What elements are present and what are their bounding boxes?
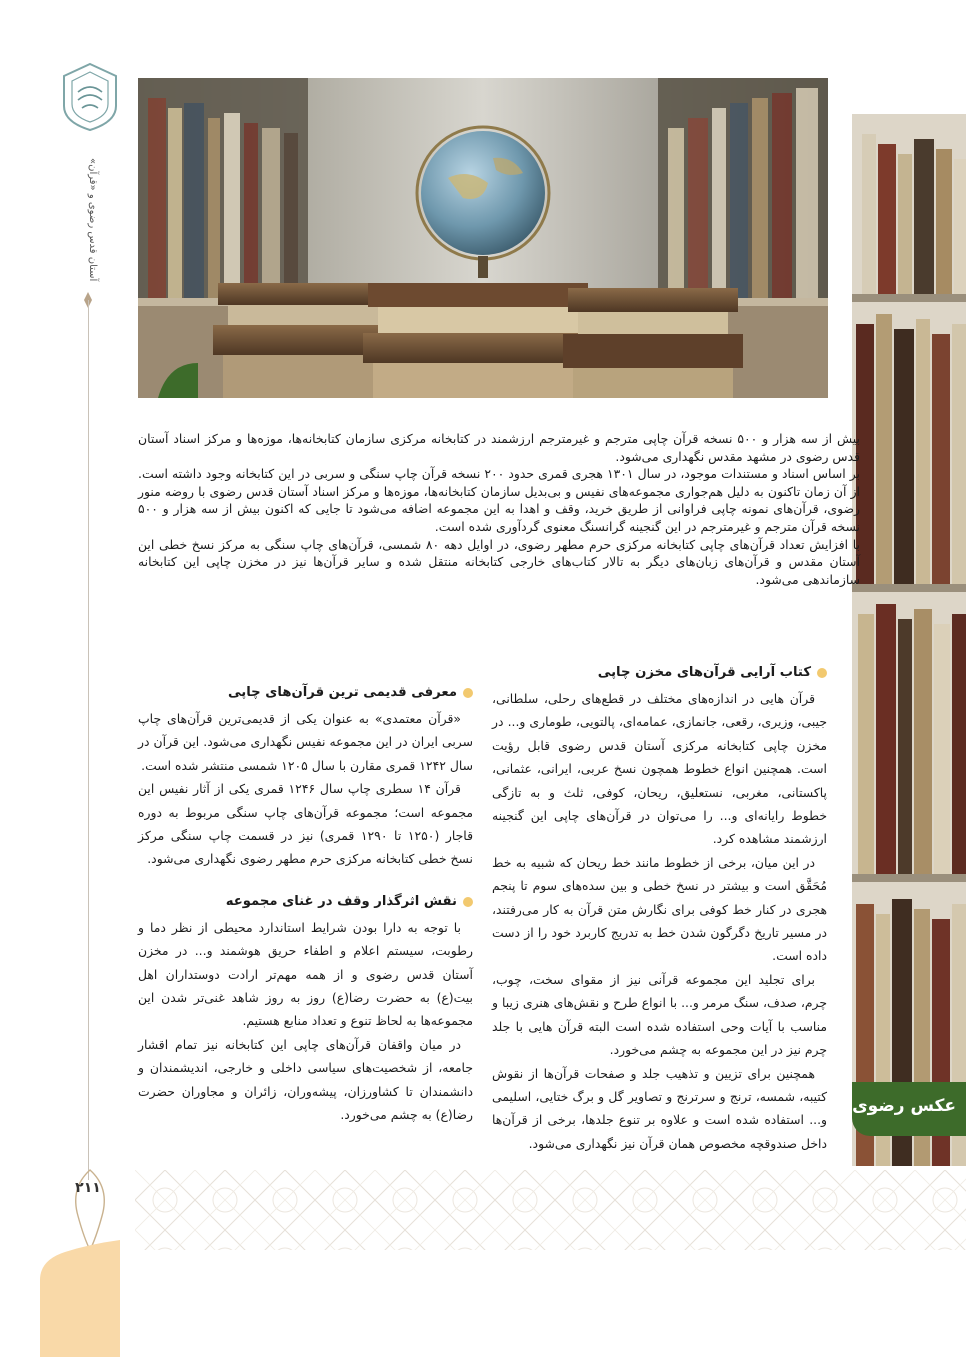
magazine-logo [60, 62, 120, 132]
heading-bullet-icon [817, 668, 827, 678]
intro-paragraph: بیش از سه هزار و ۵۰۰ نسخه قرآن چاپی مترجم و غیرمترجم ارزشمند در کتابخانه مرکزی سازمان کتابخانه‌ها، موزه‌ها و مرکز اسناد آستان قدس رضوی در مشهد مقدس نگهداری می‌شود. [138, 431, 860, 464]
body-paragraph: در میان واقفان قرآن‌های چاپی این کتابخانه نیز تمام اقشار جامعه، از شخصیت‌های سیاسی داخلی و خارجی، اندیشمندان و دانشمندان تا کشاورزان، پیشه‌وران، زائران و مجاوران حضرت رضا(ع) به چشم می‌خورد. [138, 1036, 473, 1123]
library-globe-photo [138, 78, 828, 398]
body-paragraph: با توجه به دارا بودن شرایط استاندارد محیطی از نظر دما و رطوبت، سیستم اعلام و اطفاء حریق هوشمند و... در مخزن آستان قدس رضوی و از همه مهم‌تر ارادت دوستداران اهل بیت(ع) به حضرت رضا(ع) روز به روز شاهد غنی‌تر شدن این مجموعه‌ها به لحاظ تنوع و تعداد منابع هستیم. [138, 919, 473, 1029]
section-heading [138, 889, 473, 915]
heading-bullet-icon [463, 897, 473, 907]
side-divider [88, 300, 89, 1180]
side-label: آستان قدس رضوی و «قرآن» [87, 158, 98, 282]
body-paragraph: در این میان، برخی از خطوط مانند خط ریحان که شبیه به خط مُحَقَّق است و بیشتر در نسخ خطی و بین سده‌های سوم تا پنجم هجری در کنار خط کوفی برای نگارش متن قرآن به کار می‌رفتند، در مسیر تاریخ دگرگون شدن خط به تدریج کاربرد خود را از دست داده است. [492, 854, 827, 964]
heading-bullet-icon [463, 688, 473, 698]
section-heading-text: معرفی قدیمی ترین قرآن‌های چاپی [227, 685, 457, 700]
section-heading-text: نقش اثرگذار وقف در غنای مجموعه [225, 893, 457, 909]
left-column [138, 680, 473, 1127]
body-paragraph: برای تجلید این مجموعه قرآنی نیز از مقوای سخت، چوب، چرم، صدف، سنگ مرمر و... با انواع طرح و نقش‌های هنری زیبا و مناسب با آیات وحی استفاده شده است البته قرآن هایی با جلد چرم نیز در این مجموعه به چشم می‌خورد. [492, 971, 827, 1058]
bottom-pattern [135, 1170, 966, 1250]
intro-paragraph: با افزایش تعداد قرآن‌های چاپی کتابخانه مرکزی حرم مطهر رضوی، در اوایل دهه ۸۰ شمسی، قرآن‌های چاپ سنگی به مرکز نسخ خطی این آستان مقدس و قرآن‌های زبان‌های دیگر به تالار کتاب‌های خارجی کتابخانه منتقل شده و سایر قرآن‌ها نیز در مخزن چاپی این کتابخانه سازماندهی می‌شود. [138, 536, 860, 587]
right-column [492, 660, 827, 1155]
photo-caption-tab: عکس رضوی [852, 1082, 966, 1136]
bookshelf-photo [852, 114, 966, 1166]
cream-tab [40, 1240, 120, 1357]
section-heading-text: کتاب آرایی قرآن‌های مخزن چاپی [597, 665, 811, 680]
body-paragraph: همچنین برای تزیین و تذهیب جلد و صفحات قرآن‌ها از نقوش کتیبه، شمسه، ترنج و سرترنج و تصاویر گل و برگ ختایی، اسلیمی و... استفاده شده است و علاوه بر تنوع جلدها، برخی از قرآن‌ها داخل صندوقچه مخصوص همان قرآن نیز نگهداری می‌شود. [492, 1065, 827, 1151]
body-paragraph: قرآن هایی در اندازه‌های مختلف در قطع‌های رحلی، سلطانی، جیبی، وزیری، رقعی، جانمازی، عمامه‌ای، پالتویی، طوماری و... در مخزن چاپی کتابخانه مرکزی آستان قدس رضوی قابل رؤیت است. همچنین انواع خطوط همچون نسخ عربی، ایرانی، عثمانی، پاکستانی، مغربی، نستعلیق، ریحان، کوفی، ثلث و به تازگی خطوط رایانه‌ای و... را می‌توان در قرآن‌های چاپی این گنجینه ارزشمند مشاهده کرد. [492, 691, 827, 847]
intro-paragraph: بر اساس اسناد و مستندات موجود، در سال ۱۳۰۱ هجری قمری حدود ۲۰۰ نسخه قرآن چاپ سنگی و سربی در این کتابخانه وجود داشته است. از آن زمان تاکنون به دلیل هم‌جواری مجموعه‌های نفیس و بی‌بدیل سازمان کتابخانه‌ها، موزه‌ها و مرکز اسناد آستان قدس رضوی با روضه منور رضوی، قرآن‌های نمونه چاپی فراوانی از طریق خرید، وقف و اهدا به این مجموعه اضافه می‌شود تا جایی که اکنون بیش از سه هزار و ۵۰۰ نسخه قرآن مترجم و غیرمترجم در این گنجینه گرانسنگ معنوی گردآوری شده است. [138, 466, 860, 534]
body-paragraph: قرآن ۱۴ سطری چاپ سال ۱۲۴۶ قمری یکی از آثار نفیس این مجموعه است؛ مجموعه قرآن‌های چاپ سنگی مربوط به دوره قاجار (۱۲۵۰ تا ۱۲۹۰ قمری) نیز در قسمت چاپ سنگی مرکز نسخ خطی کتابخانه مرکزی حرم مطهر رضوی نگهداری می‌شود. [138, 781, 473, 867]
section-heading [492, 660, 827, 686]
section-heading [138, 680, 473, 706]
body-paragraph: «قرآن معتمدی» به عنوان یکی از قدیمی‌ترین قرآن‌های چاپ سربی ایران در این مجموعه نفیس نگهداری می‌شود. این قرآن در سال ۱۲۴۲ قمری مقارن با سال ۱۲۰۵ شمسی منتشر شده است. [138, 711, 473, 773]
side-decoration [0, 0, 120, 1357]
page-number: ۲۱۱ [75, 1180, 101, 1196]
intro-text [138, 430, 860, 588]
